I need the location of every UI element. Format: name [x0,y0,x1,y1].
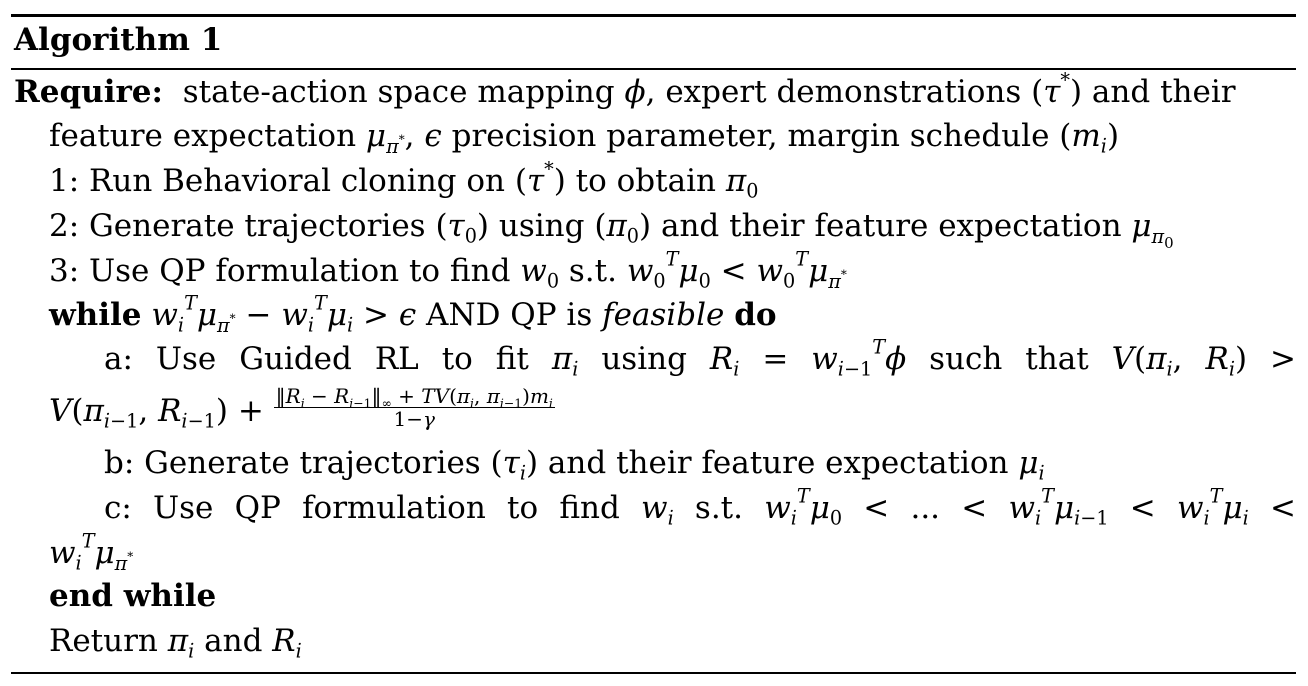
require-text-2: feature expectation $\mu_{\pi^*}$, ϵ precision parameter, margin schedule $(m_i)$ [49,118,1120,158]
require-line-2 [49,114,1308,158]
fraction-numerator: $‖R_i$ − $R_{i-1}‖_\infty + TV(\pi_i$, $\pi_{i-1})m_i$ [275,384,553,411]
feasible-word: feasible [602,297,725,333]
require-text-1: state-action space mapping ϕ, expert demonstrations (τ*) and their [172,68,1236,110]
return-line: Return $\pi_i$ and $R_i$ [49,623,302,663]
algorithm-title: Algorithm 1 [14,22,223,58]
step-a-line-1: a: Use Guided RL to fit $\pi_i$ using $R_i = w_{i-1}^T\phi$ such that $V(\pi_i$, $R_i$) > [104,335,1296,381]
step-a-line-2: $V(\pi_{i-1}$, $R_{i-1}$) + $\frac{‖R_i - R_{i-1}‖_\infty + TV(\pi_i, \pi_{i-1})m_i}{1-\gamma}$ [49,384,553,433]
require-label: Require: [14,74,163,110]
step-b: b: Generate trajectories $(\tau_i)$ and their feature expectation $\mu_i$ [104,445,1045,485]
step-c-line-2: $w_i^T\mu_{\pi^*}$ [49,529,134,575]
do-keyword: do [734,297,777,333]
while-keyword: while [49,297,142,333]
require-line-1 [14,70,1296,114]
bottom-rule [11,672,1296,674]
fraction [274,385,555,430]
step-1: 1: Run Behavioral cloning on (τ*) to obtain $\pi_0$ [49,157,759,203]
end-while-keyword: end while [49,578,217,614]
top-rule [11,14,1296,17]
step-2: 2: Generate trajectories $(\tau_0)$ using $(\pi_0)$ and their feature expectation $\mu_{\pi_0}$ [49,208,1174,252]
step-c-line-1: c: Use QP formulation to find $w_i$ s.t. $w_i^T\mu_0$ < ... < $w_i^T\mu_{i-1} < w_i^T\mu_i$ < [104,484,1296,530]
while-line: while $w_i^T\mu_{\pi^*} - w_i^T\mu_i > \epsilon$ AND QP is feasible do [49,291,777,337]
fraction-denominator: 1−γ [393,407,435,431]
step-3: 3: Use QP formulation to find $w_0$ s.t. $w_0^T\mu_0 < w_0^T\mu_{\pi^*}$ [49,247,847,293]
end-while [49,574,1308,618]
